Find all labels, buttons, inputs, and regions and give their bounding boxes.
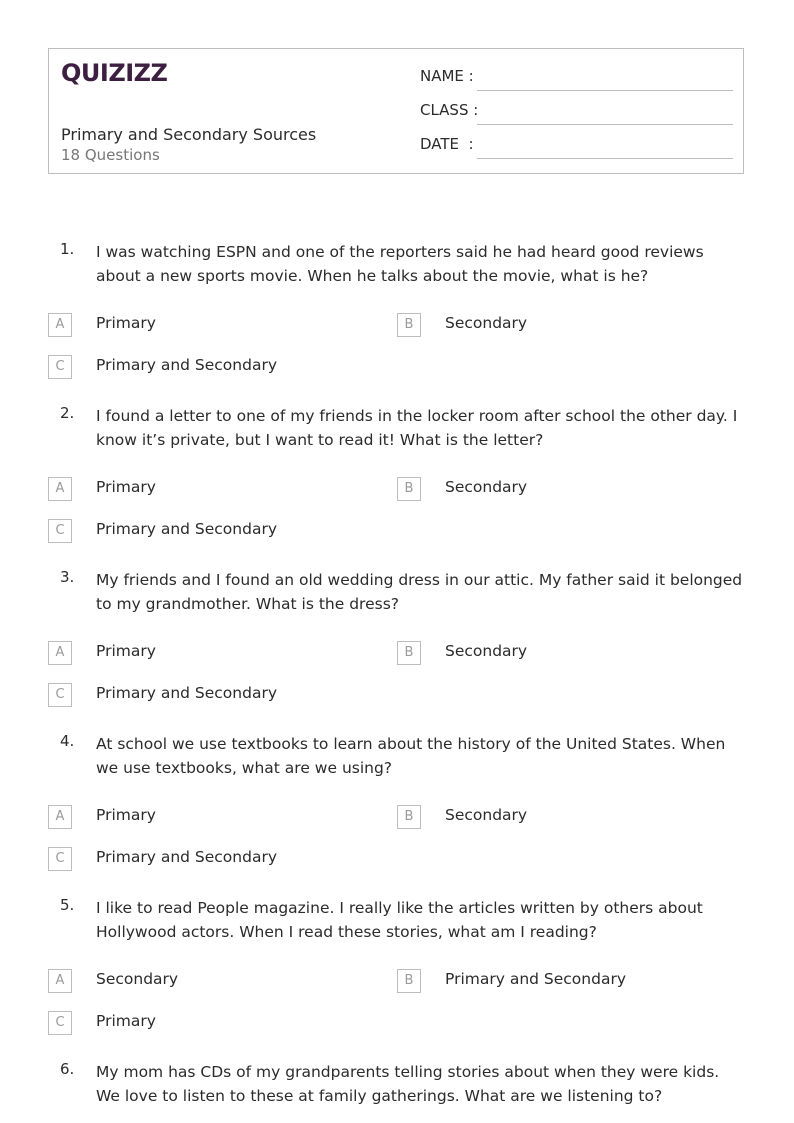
question-count: 18 Questions	[61, 146, 160, 164]
question-number: 2.	[60, 404, 75, 422]
option-text: Primary	[96, 314, 156, 332]
option-text: Secondary	[445, 642, 528, 660]
option-text: Primary	[96, 642, 156, 660]
option-letter-box[interactable]: A	[48, 805, 72, 829]
class-line[interactable]	[477, 124, 733, 125]
question-text: I was watching ESPN and one of the reporters said he had heard good reviews about a new sports movie. When he talks about the movie, what is he?	[96, 243, 704, 285]
option-text: Primary and Secondary	[96, 520, 277, 538]
question-number: 3.	[60, 568, 75, 586]
option-letter-box[interactable]: C	[48, 1011, 72, 1035]
option-letter-box[interactable]: B	[397, 477, 421, 501]
question-number: 1.	[60, 240, 75, 258]
option-text: Secondary	[445, 314, 528, 332]
option-letter-box[interactable]: B	[397, 641, 421, 665]
name-line[interactable]	[477, 90, 733, 91]
option-letter-box[interactable]: C	[48, 519, 72, 543]
question-number: 4.	[60, 732, 75, 750]
option-letter-box[interactable]: C	[48, 355, 72, 379]
question-number: 5.	[60, 896, 75, 914]
option-text: Primary	[96, 806, 156, 824]
option-text: Primary and Secondary	[96, 356, 277, 374]
date-line[interactable]	[477, 158, 733, 159]
option-letter-box[interactable]: B	[397, 313, 421, 337]
class-field[interactable]	[420, 101, 733, 125]
option-text: Secondary	[445, 806, 528, 824]
question-text: At school we use textbooks to learn about the history of the United States. When we use textbooks, what are we using?	[96, 735, 726, 777]
date-field[interactable]	[420, 135, 733, 159]
option-letter-box[interactable]: C	[48, 683, 72, 707]
option-letter-box[interactable]: B	[397, 805, 421, 829]
date-label: DATE :	[420, 135, 474, 153]
option-letter-box[interactable]: A	[48, 969, 72, 993]
option-letter-box[interactable]: C	[48, 847, 72, 871]
question-text: I like to read People magazine. I really like the articles written by others about Hollywood actors. When I read these stories, what am I reading?	[96, 899, 703, 941]
option-text: Primary and Secondary	[445, 970, 626, 988]
option-text: Primary	[96, 478, 156, 496]
class-label: CLASS :	[420, 101, 479, 119]
option-letter-box[interactable]: B	[397, 969, 421, 993]
quizizz-logo: QUIZIZZ	[61, 59, 168, 87]
option-text: Primary and Secondary	[96, 684, 277, 702]
name-field[interactable]	[420, 67, 733, 91]
worksheet-header	[48, 48, 744, 174]
question-text: I found a letter to one of my friends in the locker room after school the other day. I know it’s private, but I want to read it! What is the letter?	[96, 407, 738, 449]
worksheet-title: Primary and Secondary Sources	[61, 125, 317, 144]
question-text: My mom has CDs of my grandparents telling stories about when they were kids. We love to listen to these at family gatherings. What are we listening to?	[96, 1063, 720, 1105]
option-text: Primary	[96, 1012, 156, 1030]
question-number: 6.	[60, 1060, 75, 1078]
option-text: Secondary	[445, 478, 528, 496]
option-letter-box[interactable]: A	[48, 641, 72, 665]
question-text: My friends and I found an old wedding dress in our attic. My father said it belonged to my grandmother. What is the dress?	[96, 571, 743, 613]
option-text: Primary and Secondary	[96, 848, 277, 866]
option-letter-box[interactable]: A	[48, 313, 72, 337]
option-text: Secondary	[96, 970, 179, 988]
name-label: NAME :	[420, 67, 474, 85]
option-letter-box[interactable]: A	[48, 477, 72, 501]
